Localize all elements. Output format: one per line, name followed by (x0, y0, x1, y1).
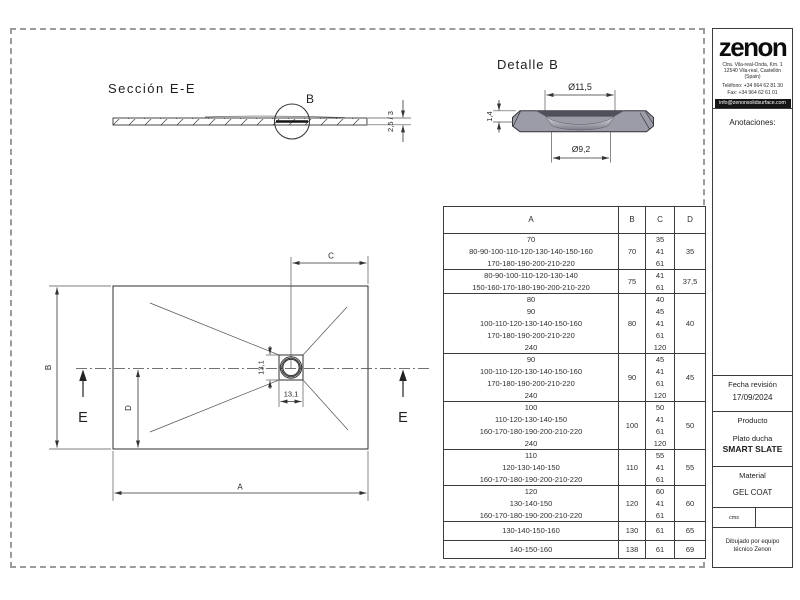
spec-cell-a: 240 (524, 390, 538, 400)
spec-cell-a: 170-180-190-200-210-220 (487, 330, 575, 340)
spec-cell-c: 120 (646, 390, 675, 402)
spec-table-row (444, 378, 706, 390)
plan-view (44, 252, 430, 502)
spec-cell-b: 110 (619, 450, 646, 486)
spec-cell-c: 45 (646, 306, 675, 318)
spec-cell-c: 120 (646, 342, 675, 354)
spec-cell-a: 100-110-120-130-140-150-160 (479, 366, 583, 376)
spec-cell-b: 75 (619, 270, 646, 294)
dim-c-label: C (328, 251, 334, 261)
spec-cell-a: 130-140-150-160 (444, 522, 619, 541)
drain-height-dim: 13,1 (256, 360, 266, 375)
spec-cell-a: 160-170-180-190-200-210-220 (479, 510, 583, 520)
spec-table-row (444, 540, 706, 559)
spec-table-row (444, 402, 706, 414)
spec-header-c: C (646, 207, 675, 234)
spec-cell-c: 41 (646, 366, 675, 378)
spec-table (443, 206, 706, 559)
spec-table-row (444, 234, 706, 246)
company-address: Ctra. Vila-real-Onda, Km. 1 12540 Vila-real, Castellón (Spain) (722, 62, 783, 80)
spec-cell-c: 61 (646, 540, 675, 559)
spec-cell-b: 90 (619, 354, 646, 402)
spec-cell-d: 55 (675, 450, 706, 486)
spec-cell-a: 100 (444, 402, 619, 414)
spec-header-d: D (675, 207, 706, 234)
section-strip (113, 118, 367, 125)
spec-cell-d: 65 (675, 522, 706, 541)
spec-cell-c: 41 (646, 318, 675, 330)
units-block (713, 508, 792, 528)
tray-outline (113, 286, 368, 449)
spec-cell-a: 110 (444, 450, 619, 462)
units-value: cms (713, 508, 756, 527)
dim-d-label: D (124, 405, 133, 411)
spec-table-row (444, 294, 706, 306)
spec-table-header-row (444, 207, 706, 234)
spec-table-row (444, 414, 706, 426)
spec-cell-a: 170-180-190-200-210-220 (487, 378, 575, 388)
detail-bubble-label: B (306, 92, 315, 106)
spec-cell-a: 170-180-190-200-210-220 (487, 258, 575, 268)
spec-table-row (444, 354, 706, 366)
spec-cell-b: 70 (619, 234, 646, 270)
section-ee-view (108, 81, 411, 142)
spec-cell-d: 37,5 (675, 270, 706, 294)
spec-cell-a: 110-120-130-140-150 (494, 414, 567, 424)
spec-cell-c: 61 (646, 474, 675, 486)
spec-cell-c: 61 (646, 258, 675, 270)
spec-table-row (444, 462, 706, 474)
spec-cell-a: 90 (526, 306, 536, 316)
spec-cell-a: 240 (524, 438, 538, 448)
spec-table-row (444, 258, 706, 270)
spec-table-row (444, 450, 706, 462)
spec-cell-b: 130 (619, 522, 646, 541)
product-label: Producto (737, 416, 768, 425)
spec-cell-c: 41 (646, 414, 675, 426)
spec-cell-c: 35 (646, 234, 675, 246)
spec-table-row (444, 438, 706, 450)
spec-cell-b: 120 (619, 486, 646, 522)
revision-date: 17/09/2024 (732, 393, 773, 402)
spec-cell-d: 60 (675, 486, 706, 522)
annotations-label: Anotaciones: (729, 118, 776, 127)
spec-cell-c: 41 (646, 498, 675, 510)
detail-dia-top-dim: Ø11,5 (568, 82, 592, 92)
spec-table-row (444, 318, 706, 330)
section-marker-left (78, 370, 88, 427)
spec-cell-c: 41 (646, 270, 675, 282)
detail-b-title: Detalle B (497, 57, 559, 72)
spec-table-row (444, 330, 706, 342)
spec-cell-a: 140-150-160 (444, 540, 619, 559)
spec-table-row (444, 498, 706, 510)
spec-cell-d: 35 (675, 234, 706, 270)
spec-cell-c: 61 (646, 378, 675, 390)
detail-thickness-dim: 1,4 (485, 111, 494, 122)
spec-table-row (444, 282, 706, 294)
spec-cell-c: 50 (646, 402, 675, 414)
spec-cell-a: 70 (444, 234, 619, 246)
spec-cell-a: 150-160-170-180-190-200-210-220 (472, 282, 590, 292)
section-marker-right (398, 370, 408, 427)
spec-cell-c: 41 (646, 462, 675, 474)
section-thickness-dim: 2,5 / 3 (386, 111, 395, 132)
spec-cell-c: 40 (646, 294, 675, 306)
spec-cell-d: 50 (675, 402, 706, 450)
spec-cell-d: 69 (675, 540, 706, 559)
spec-cell-d: 45 (675, 354, 706, 402)
material-label: Material (739, 471, 766, 480)
product-model: SMART SLATE (722, 444, 783, 454)
product-block (713, 412, 792, 467)
units-empty-cell (756, 508, 792, 527)
spec-cell-c: 41 (646, 246, 675, 258)
company-logo: zenon (718, 32, 787, 62)
company-phone-fax: Teléfono: +34 964 62 81 30 Fax: +34 964 62 61 01 (722, 83, 783, 96)
spec-cell-a: 80 (444, 294, 619, 306)
section-ee-title: Sección E-E (108, 81, 197, 96)
spec-cell-c: 60 (646, 486, 675, 498)
spec-cell-d: 40 (675, 294, 706, 354)
revision-block (713, 376, 792, 412)
spec-cell-c: 61 (646, 522, 675, 541)
drain-width-dim: 13,1 (283, 389, 299, 399)
spec-cell-b: 138 (619, 540, 646, 559)
company-email: info@zenonsolidsurface.com (715, 99, 791, 108)
detail-drain-rim (536, 111, 624, 117)
material-block (713, 467, 792, 508)
dim-a-label: A (237, 482, 243, 492)
spec-cell-c: 45 (646, 354, 675, 366)
drawn-by: Dibujado por equipo técnico Zenon (725, 539, 780, 553)
spec-cell-c: 61 (646, 282, 675, 294)
spec-cell-c: 61 (646, 426, 675, 438)
spec-header-a: A (444, 207, 619, 234)
spec-cell-a: 160-170-180-190-200-210-220 (479, 426, 583, 436)
spec-cell-a: 90 (444, 354, 619, 366)
detail-dia-bottom-dim: Ø9,2 (571, 144, 591, 154)
spec-cell-a: 240 (524, 342, 538, 352)
spec-table-row (444, 270, 706, 282)
spec-cell-a: 120-130-140-150 (502, 462, 560, 472)
spec-cell-c: 61 (646, 330, 675, 342)
spec-cell-c: 120 (646, 438, 675, 450)
product-name: Plato ducha (732, 434, 773, 443)
revision-label: Fecha revisión (728, 380, 777, 389)
spec-cell-a: 80-90-100-110-120-130-140-150-160 (469, 246, 593, 256)
spec-cell-a: 120 (444, 486, 619, 498)
spec-header-b: B (619, 207, 646, 234)
spec-cell-c: 55 (646, 450, 675, 462)
svg-text:E: E (78, 410, 88, 426)
spec-table-row (444, 510, 706, 522)
svg-text:E: E (398, 410, 408, 426)
spec-table-row (444, 306, 706, 318)
spec-cell-c: 61 (646, 510, 675, 522)
spec-table-row (444, 366, 706, 378)
company-block (713, 29, 792, 109)
title-block (712, 28, 793, 568)
dim-b-label: B (44, 364, 53, 371)
spec-table-row (444, 522, 706, 541)
detail-b-view (485, 57, 654, 163)
spec-table-row (444, 390, 706, 402)
spec-cell-a: 80-90-100-110-120-130-140 (444, 270, 619, 282)
spec-table-row (444, 426, 706, 438)
spec-cell-a: 160-170-180-190-200-210-220 (479, 474, 583, 484)
annotations-area (713, 109, 792, 376)
spec-table-row (444, 342, 706, 354)
spec-cell-b: 100 (619, 402, 646, 450)
spec-table-row (444, 474, 706, 486)
spec-cell-b: 80 (619, 294, 646, 354)
spec-table-row (444, 246, 706, 258)
material-value: GEL COAT (732, 488, 773, 497)
spec-cell-a: 100-110-120-130-140-150-160 (479, 318, 583, 328)
spec-table-row (444, 486, 706, 498)
spec-cell-a: 130-140-150 (509, 498, 553, 508)
